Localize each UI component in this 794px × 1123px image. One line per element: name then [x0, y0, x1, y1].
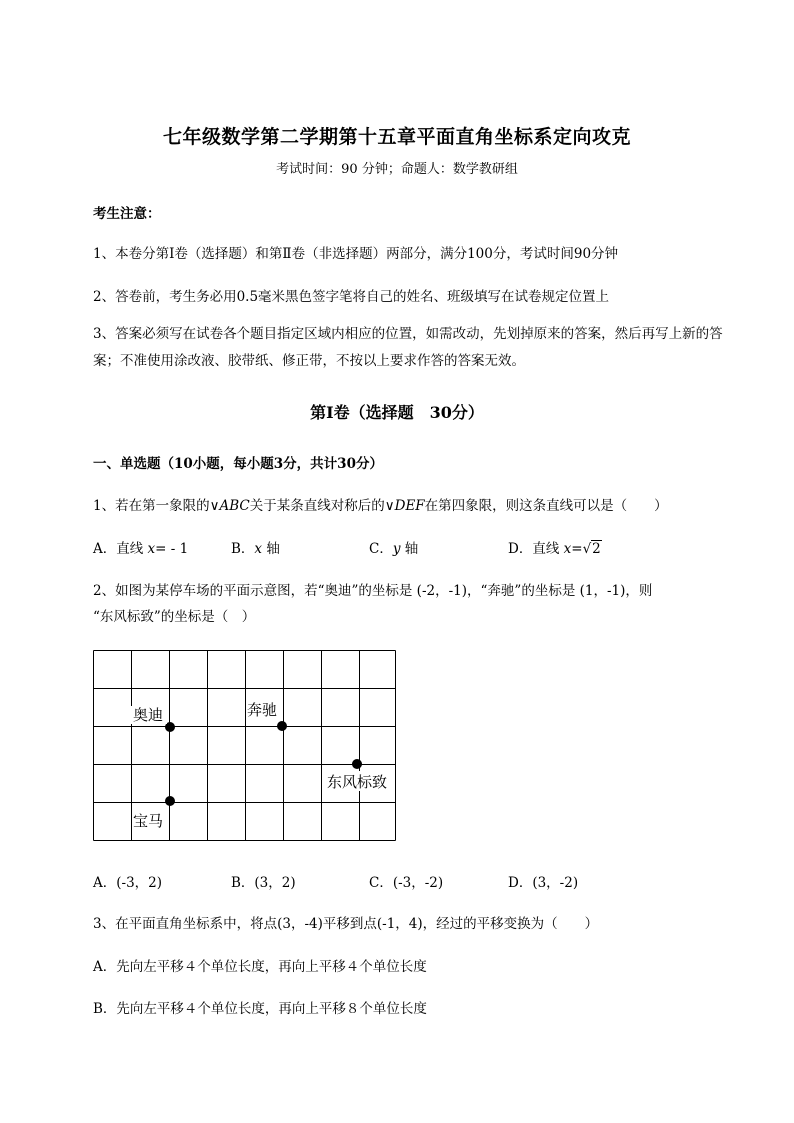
q1-option-b-var: x [254, 541, 263, 557]
q1-option-b-suffix: 轴 [262, 541, 280, 557]
peugeot-label: 东风标致 [327, 773, 388, 791]
section-title: 第Ⅰ卷（选择题 30分） [310, 403, 484, 422]
bmw-label: 宝马 [133, 812, 164, 830]
notes-heading: 考生注意： [93, 206, 161, 222]
q1-text-a: 1、若在第一象限的 [93, 498, 210, 514]
q1-option-c[interactable] [369, 537, 418, 557]
q1-option-d-sqrt [583, 541, 602, 557]
exam-title: 七年级数学第二学期第十五章平面直角坐标系定向攻克 [162, 126, 631, 148]
sqrt-symbol: √ [582, 541, 592, 557]
q2-option-c[interactable]: C．(-3，-2) [369, 875, 444, 891]
sqrt-radicand: 2 [592, 541, 601, 557]
q1-option-a-var: x [147, 541, 156, 557]
q1-option-d-prefix: D．直线 [508, 541, 564, 557]
peugeot-point [352, 759, 362, 769]
note-item-1: 1、本卷分第Ⅰ卷（选择题）和第Ⅱ卷（非选择题）两部分，满分100分，考试时间90分钟 [93, 246, 619, 262]
question-3: 3、在平面直角坐标系中，将点(3，-4)平移到点(-1，4)，经过的平移变换为（ ） [93, 916, 599, 932]
q1-triangle-def: ∨DEF [384, 498, 425, 514]
q3-option-a[interactable]: A．先向左平移４个单位长度，再向上平移４个单位长度 [93, 959, 427, 975]
q1-option-d[interactable] [508, 537, 602, 557]
q1-option-c-prefix: C． [369, 541, 393, 557]
benz-point [277, 721, 287, 731]
q1-option-b-prefix: B． [231, 541, 255, 557]
exam-subtitle: 考试时间：90 分钟；命题人：数学教研组 [276, 162, 518, 177]
q1-option-d-var: x [563, 541, 572, 557]
note-item-2: 2、答卷前，考生务必用0.5毫米黑色签字笔将自己的姓名、班级填写在试卷规定位置上 [93, 289, 610, 305]
q2-option-b[interactable]: B．(3，2) [231, 875, 296, 891]
q1-option-a-prefix: A．直线 [93, 541, 148, 557]
q1-option-c-suffix: 轴 [400, 541, 419, 557]
q1-option-a-suffix: = - 1 [155, 541, 189, 557]
note-item-3: 3、答案必须写在试卷各个题目指定区域内相应的位置，如需改动，先划掉原来的答案，然后再写上新的答案；不准使用涂改液、胶带纸、修正带，不按以上要求作答的答案无效。 [93, 326, 723, 369]
q2-option-d[interactable]: D．(3，-2) [508, 875, 579, 891]
benz-label: 奔驰 [247, 701, 278, 719]
q1-option-a[interactable] [93, 537, 188, 557]
q1-option-b[interactable] [231, 537, 280, 557]
question-2-line-1: 2、如图为某停车场的平面示意图，若“奥迪”的坐标是 (-2，-1)，“奔驰”的坐标是 (1，-1)，则 [93, 583, 653, 599]
q1-text-b: 关于某条直线对称后的 [249, 498, 385, 514]
q1-option-d-equals: = [571, 541, 583, 557]
audi-label: 奥迪 [133, 706, 164, 724]
part-heading: 一、单选题（10小题，每小题3分，共计30分） [93, 456, 383, 472]
bmw-point [165, 796, 175, 806]
parking-grid-svg [93, 650, 398, 845]
q2-option-a[interactable]: A．(-3，2) [93, 875, 163, 891]
q1-option-c-var: y [392, 541, 401, 557]
q1-triangle-abc: ∨ABC [209, 498, 250, 514]
q3-option-b[interactable]: B．先向左平移４个单位长度，再向上平移８个单位长度 [93, 1001, 427, 1017]
question-1 [93, 494, 668, 514]
question-2-line-2: “东风标致”的坐标是（ ） [93, 609, 256, 625]
q1-text-c: 在第四象限，则这条直线可以是（ ） [424, 498, 668, 514]
parking-lot-figure [93, 650, 398, 849]
